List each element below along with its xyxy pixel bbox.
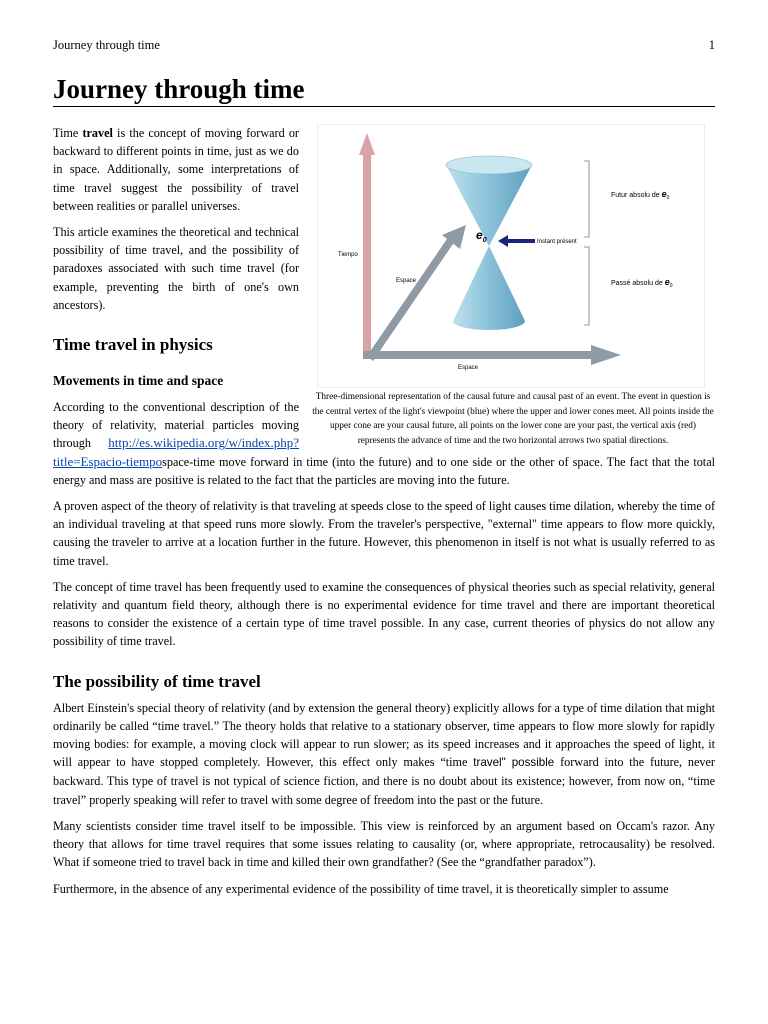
- possibility-paragraph-2: Many scientists consider time travel itself to be impossible. This view is reinforced by an argument based on Occam's razor. Any theory that allows for time travel requires that some issues relating to causality (or, where appropriate, retrocausality) be resolved. What if someone tried to travel back in time and killed their own grandfather? (See the “grandfather paradox”).: [53, 818, 715, 870]
- event-label: $e_0$: [476, 228, 487, 244]
- figure-caption: Three-dimensional representation of the causal future and causal past of an event. The event in question is the central vertex of the light's viewpoint (blue) where the upper and lower cones meet. All points inside the upper cone are your causal future, all points on the lower cone are your past, the vertical axis (red) represents the advance of time and the two horizontal arrows two spatial directions.: [312, 392, 714, 446]
- running-header-title: Journey through time: [53, 38, 160, 52]
- passe-label: Passé absolu de $e_0$: [611, 277, 673, 289]
- article-body: [53, 124, 715, 906]
- futur-label: Futur absolu de $e_0$: [611, 189, 670, 201]
- physics-paragraph-3: The concept of time travel has been frequently used to examine the consequences of physical theories such as special relativity, general relativity and quantum field theory, although there is no experimental evidence for time travel and there are important theoretical reasons to consider the existence of a certain type of time travel possible. In any case, current theories of physics do not allow any possibility of time travel.: [53, 579, 715, 649]
- future-bracket: [584, 161, 589, 237]
- possibility-paragraph-3: Furthermore, in the absence of any experimental evidence of the possibility of time travel, it is theoretically simpler to assume: [53, 881, 669, 896]
- time-axis-arrowhead: [359, 133, 375, 155]
- future-cone-top: [446, 156, 532, 174]
- running-header: [53, 38, 715, 53]
- page-number: 1: [708, 38, 715, 52]
- intro-p1-bold: travel: [82, 126, 113, 140]
- possibility-p1-rest: forward into the future, never backward. This type of travel is not typical of science fiction, and there is no doubt about its existence; however, from now on, “time travel” properly speaking will refer to travel with some degree of freedom into the past or the future.: [53, 755, 715, 807]
- section-heading-physics: Time travel in physics: [53, 335, 213, 355]
- light-cone-figure: [311, 124, 715, 448]
- espace-bottom-label: Espace: [458, 365, 479, 371]
- intro-paragraph-2: This article examines the theoretical and technical possibility of time travel, and the possibility of paradoxes associated with such time travel (for example, preventing the birth of one's own ancestors).: [53, 225, 299, 312]
- section-heading-possibility: The possibility of time travel: [53, 671, 261, 691]
- space-axis-horizontal-arrowhead: [591, 345, 621, 365]
- physics-p1-start: According to the conventional description of the theory of relativity, material particles moving through: [53, 400, 299, 451]
- intro-p1-rest: is the concept of moving forward or backward to different points in time, just as we do in space. Additionally, some interpretations of time travel suggest the possibility of travel between realities or parallel universes.: [53, 126, 299, 213]
- espace-diagonal-label: Espace: [396, 278, 417, 284]
- physics-paragraph-2: A proven aspect of the theory of relativity is that traveling at speeds close to the speed of light causes time dilation, whereby the time of an individual traveling at that speed runs more slowly. From the traveler's perspective, "external" time appears to flow more quickly, causing the traveler to arrive at a location further in the future. However, this phenomenon in itself is not what is usually referred to as time travel.: [53, 499, 715, 568]
- past-bracket: [584, 247, 589, 325]
- subsection-heading-movements: Movements in time and space: [53, 373, 224, 389]
- physics-p1-rest: space-time move forward in time (into the future) and to one side or the other of space. The fact that the total energy and mass are positive is related to the fact that the particles are moving into the future.: [53, 454, 715, 487]
- event-arrow-shaft: [507, 239, 535, 243]
- tiempo-label: Tiempo: [338, 252, 358, 258]
- space-axis-diagonal: [367, 236, 455, 361]
- intro-p1-start: Time: [53, 126, 83, 140]
- possibility-p1-sans: travel" possible: [473, 756, 555, 770]
- possibility-paragraph-1: [53, 699, 715, 809]
- light-cone-image: [317, 124, 705, 388]
- espacio-tiempo-link[interactable]: http://es.wikipedia.org/w/index.php?title=Espacio-tiempo: [53, 435, 299, 469]
- instant-label: Instant présent: [537, 239, 577, 245]
- light-cone-diagram: [318, 125, 704, 387]
- page-title: Journey through time: [53, 72, 715, 107]
- possibility-p1-start: Albert Einstein's special theory of relativity (and by extension the general theory) explicitly allows for a type of time dilation that might ordinarily be called “time travel.” The theory holds that relative to a stationary observer, time appears to flow more slowly for rapidly moving bodies: for example, a moving clock will appear to run slower; as its speed increases and it approaches the speed of light, it will appear to have stopped completely. However, this effect only makes “time: [53, 700, 715, 770]
- time-axis: [363, 153, 371, 359]
- space-axis-horizontal: [363, 351, 593, 359]
- event-arrow-head: [498, 235, 508, 247]
- past-cone: [453, 246, 525, 330]
